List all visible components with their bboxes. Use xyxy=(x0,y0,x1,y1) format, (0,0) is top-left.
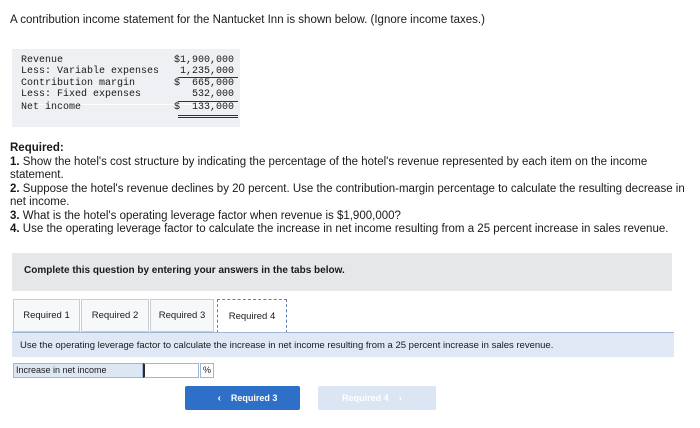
item-number: 2. xyxy=(10,182,20,195)
item-text: Suppose the hotel's revenue declines by 20 percent. Use the contribution-margin percentage to calculate the resulting decrease in net income. xyxy=(10,182,685,208)
statement-label: Net income xyxy=(21,102,82,113)
prev-required-3-button[interactable] xyxy=(185,386,300,410)
percent-unit: % xyxy=(200,363,214,378)
instructions-banner xyxy=(12,253,672,291)
statement-amount: 1,235,000 xyxy=(179,66,234,77)
prev-button-label: Required 3 xyxy=(230,393,278,403)
statement-row-net-income xyxy=(21,102,237,114)
required-item-3 xyxy=(10,210,690,224)
item-number: 3. xyxy=(10,209,20,222)
statement-row-fixed-expenses xyxy=(21,89,237,101)
instruction-text: Use the operating leverage factor to calculate the increase in net income resulting from a 25 percent increase in sales revenue. xyxy=(20,340,554,351)
total-double-line xyxy=(178,117,238,118)
tab-required-2[interactable]: Required 2 xyxy=(81,299,149,332)
required-heading: Required: xyxy=(10,142,64,154)
statement-label: Less: Variable expenses xyxy=(21,66,160,77)
banner-text: Complete this question by entering your answers in the tabs below. xyxy=(24,265,345,276)
income-statement xyxy=(12,49,240,127)
statement-amount: $ 133,000 xyxy=(173,102,234,113)
tab-required-1[interactable]: Required 1 xyxy=(13,299,80,332)
next-button-label: Required 4 xyxy=(342,393,389,403)
required-item-2 xyxy=(10,183,690,210)
chevron-right-icon: › xyxy=(398,392,402,404)
item-text: Use the operating leverage factor to calculate the increase in net income resulting from a 25 percent increase in sales revenue. xyxy=(22,223,669,235)
statement-amount: 532,000 xyxy=(191,89,234,100)
item-number: 1. xyxy=(10,155,20,168)
statement-amount: $ 665,000 xyxy=(173,78,234,89)
required-section xyxy=(10,142,690,237)
item-text: Show the hotel's cost structure by indicating the percentage of the hotel's revenue represented by each item on the income statement. xyxy=(10,155,648,181)
tab-required-4[interactable]: Required 4 xyxy=(217,299,287,333)
intro-text: A contribution income statement for the Nantucket Inn is shown below. (Ignore income taxes.) xyxy=(10,14,485,26)
item-text: What is the hotel's operating leverage factor when revenue is $1,900,000? xyxy=(22,209,401,222)
tab-instruction xyxy=(12,333,674,357)
statement-label: Contribution margin xyxy=(21,78,136,89)
statement-label: Revenue xyxy=(21,55,64,66)
required-item-1 xyxy=(10,156,690,183)
statement-amount: $1,900,000 xyxy=(173,55,234,66)
total-double-line xyxy=(178,115,238,116)
item-number: 4. xyxy=(10,223,20,235)
increase-net-income-input[interactable] xyxy=(143,363,199,378)
required-item-4 xyxy=(10,223,690,237)
answer-label: Increase in net income xyxy=(13,363,143,378)
statement-label: Less: Fixed expenses xyxy=(21,89,142,100)
tab-required-3[interactable]: Required 3 xyxy=(150,299,214,332)
next-required-4-button[interactable] xyxy=(318,386,436,410)
chevron-left-icon: ‹ xyxy=(217,392,221,404)
